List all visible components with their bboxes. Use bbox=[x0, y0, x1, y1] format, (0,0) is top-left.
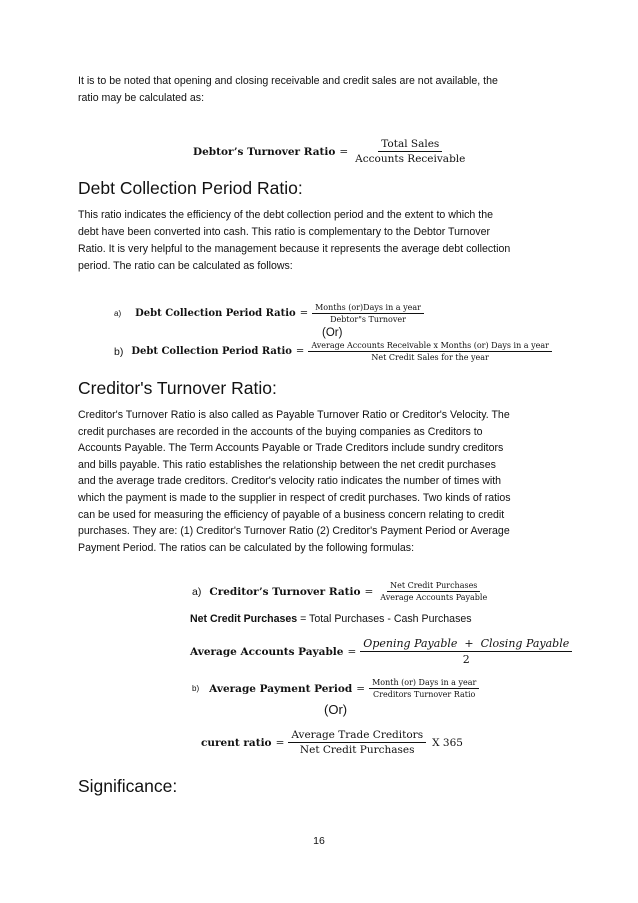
ctr-line-3: Accounts Payable. The Term Accounts Payable or Trade Creditors include sundry creditors bbox=[78, 442, 504, 455]
ctr-line-1: Creditor's Turnover Ratio is also called as Payable Turnover Ratio or Creditor's Velocity. The bbox=[78, 409, 510, 421]
fraction-numerator: Opening Payable + Closing Payable bbox=[360, 637, 572, 652]
ctr-line-2: credit purchases are recorded in the accounts of the buying companies as Creditors to bbox=[78, 425, 483, 438]
or-separator-2: (Or) bbox=[324, 702, 348, 717]
debtor-turnover-fraction bbox=[352, 138, 468, 165]
dcp-line-1: This ratio indicates the efficiency of the debt collection period and the extent to which the bbox=[78, 209, 493, 221]
ctr-equation-a bbox=[192, 581, 490, 602]
aap-fraction bbox=[360, 637, 572, 666]
dcp-equation-a bbox=[114, 303, 424, 324]
dcp-a-label: Debt Collection Period Ratio bbox=[135, 308, 296, 319]
heading-debt-collection-period: Debt Collection Period Ratio: bbox=[78, 178, 303, 198]
fraction-denominator: Net Credit Purchases bbox=[299, 744, 415, 756]
current-ratio-multiplier: X 365 bbox=[432, 736, 463, 749]
ctr-line-5: and the average trade creditors. Creditor's velocity ratio indicates the number of times with bbox=[78, 475, 502, 488]
or-separator-1: (Or) bbox=[322, 327, 343, 339]
dcp-equation-b bbox=[114, 341, 552, 362]
fraction-numerator: Net Credit Purchases bbox=[387, 581, 480, 592]
net-credit-purchases-line bbox=[190, 613, 472, 625]
equals-sign: = bbox=[295, 346, 305, 357]
intro-line-2: ratio may be calculated as: bbox=[78, 92, 205, 104]
dcp-paragraph bbox=[78, 207, 562, 275]
fraction-numerator: Average Accounts Receivable x Months (or) Days in a year bbox=[308, 341, 552, 352]
equals-sign: = bbox=[339, 145, 349, 158]
equals-sign: = bbox=[347, 645, 357, 658]
list-marker-b: b) bbox=[114, 345, 124, 358]
dcp-line-4: period. The ratio can be calculated as follows: bbox=[78, 260, 293, 272]
ctr-a-label: Creditor’s Turnover Ratio bbox=[209, 585, 361, 598]
fraction-numerator: Month (or) Days in a year bbox=[369, 678, 479, 689]
dcp-line-2: debt have been converted into cash. This ratio is complementary to the Debtor Turnover bbox=[78, 226, 491, 238]
ctr-a-fraction bbox=[377, 581, 490, 602]
page-number: 16 bbox=[313, 835, 325, 847]
aap-label: Average Accounts Payable bbox=[190, 645, 344, 658]
intro-paragraph bbox=[78, 73, 562, 107]
app-fraction bbox=[369, 678, 479, 699]
dcp-line-3: Ratio. It is very helpful to the management because it represents the average debt collection bbox=[78, 243, 511, 255]
dcp-a-fraction bbox=[312, 303, 424, 324]
debtor-turnover-equation bbox=[193, 138, 468, 165]
ctr-line-9: Payment Period. The ratios can be calculated by the following formulas: bbox=[78, 541, 415, 554]
current-ratio-equation bbox=[201, 729, 463, 756]
current-ratio-fraction bbox=[288, 729, 426, 756]
ctr-line-6: which the payment is made to the supplier in respect of credit purchases. Two kinds of ratios bbox=[78, 491, 511, 504]
list-marker-b: b) bbox=[192, 684, 200, 693]
equals-sign: = bbox=[356, 682, 366, 695]
ctr-line-4: and bills payable. This ratio establishes the relationship between the net credit purchases bbox=[78, 458, 496, 471]
dcp-b-label: Debt Collection Period Ratio bbox=[131, 346, 292, 357]
heading-creditors-turnover: Creditor's Turnover Ratio: bbox=[78, 378, 277, 398]
equals-sign: = bbox=[299, 308, 309, 319]
debtor-turnover-label: Debtor’s Turnover Ratio bbox=[193, 145, 336, 158]
ctr-line-7: can be used for measuring the efficiency of payable of a business concern relating to credit bbox=[78, 508, 505, 521]
net-credit-purchases-formula: = Total Purchases - Cash Purchases bbox=[297, 613, 472, 625]
intro-line-1: It is to be noted that opening and closing receivable and credit sales are not available, the bbox=[78, 75, 498, 87]
heading-significance: Significance: bbox=[78, 776, 178, 796]
list-marker-a: a) bbox=[192, 585, 202, 598]
ctr-line-8: purchases. They are: (1) Creditor's Turnover Ratio (2) Creditor's Payment Period or Average bbox=[78, 525, 510, 538]
equals-sign: = bbox=[275, 736, 285, 749]
fraction-denominator: Net Credit Sales for the year bbox=[371, 353, 489, 362]
list-marker-a: a) bbox=[114, 309, 122, 318]
fraction-denominator: Average Accounts Payable bbox=[380, 593, 488, 602]
average-payment-period-equation bbox=[192, 678, 479, 699]
fraction-numerator: Months (or)Days in a year bbox=[312, 303, 424, 314]
app-label: Average Payment Period bbox=[209, 682, 353, 695]
average-accounts-payable-equation bbox=[190, 637, 572, 666]
fraction-numerator: Total Sales bbox=[378, 138, 442, 152]
current-ratio-label: curent ratio bbox=[201, 736, 272, 749]
fraction-numerator: Average Trade Creditors bbox=[288, 729, 426, 743]
equals-sign: = bbox=[364, 585, 374, 598]
fraction-denominator: Accounts Receivable bbox=[355, 153, 466, 165]
net-credit-purchases-label: Net Credit Purchases bbox=[190, 613, 298, 625]
fraction-denominator: Debtor"s Turnover bbox=[330, 315, 406, 324]
fraction-denominator: 2 bbox=[462, 653, 470, 666]
ctr-paragraph bbox=[78, 407, 562, 556]
fraction-denominator: Creditors Turnover Ratio bbox=[373, 690, 476, 699]
dcp-b-fraction bbox=[308, 341, 552, 362]
